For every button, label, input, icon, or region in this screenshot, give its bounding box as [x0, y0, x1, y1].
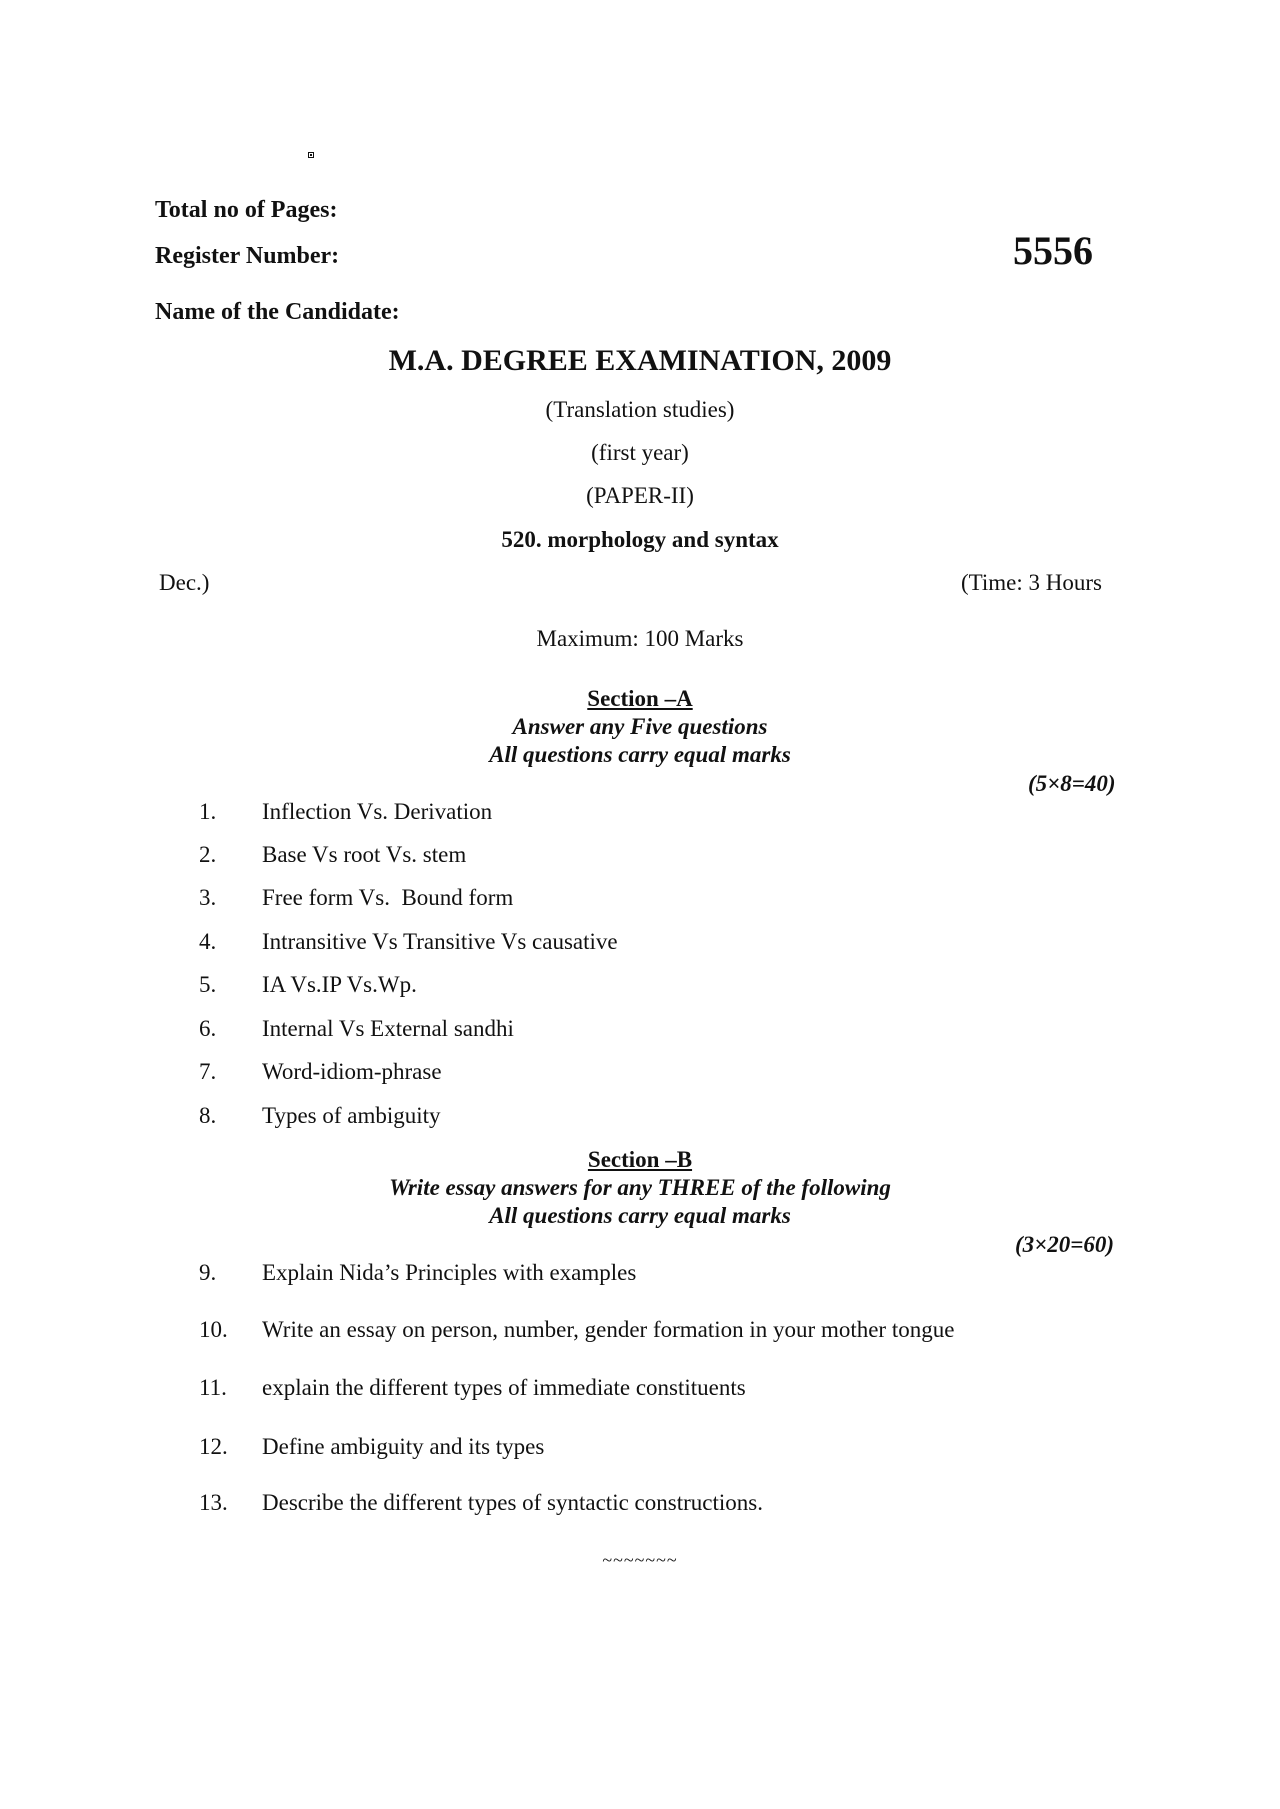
question-number: 8. [199, 1103, 217, 1128]
exam-title: M.A. DEGREE EXAMINATION, 2009 [388, 344, 892, 377]
question-number: 6. [199, 1016, 217, 1041]
paper-code: 5556 [1013, 228, 1093, 273]
question-number: 13. [199, 1490, 228, 1515]
question-number: 12. [199, 1434, 228, 1459]
question-number: 5. [199, 972, 217, 997]
total-pages-label: Total no of Pages: [155, 197, 338, 223]
exam-subject: (Translation studies) [545, 397, 735, 422]
section-b-marks: (3×20=60) [1015, 1232, 1115, 1257]
exam-year: (first year) [591, 440, 689, 465]
question-number: 9. [199, 1260, 217, 1285]
question-text: Explain Nida’s Principles with examples [262, 1260, 637, 1285]
question-text: Types of ambiguity [262, 1103, 441, 1128]
question-text: IA Vs.IP Vs.Wp. [262, 972, 417, 997]
section-b-instruction-1: Write essay answers for any THREE of the following [389, 1175, 891, 1200]
exam-course: 520. morphology and syntax [501, 527, 779, 552]
section-b-heading: Section –B [587, 1147, 693, 1172]
exam-time: (Time: 3 Hours [961, 570, 1102, 595]
register-number-label: Register Number: [155, 243, 340, 269]
question-number: 11. [199, 1375, 227, 1400]
section-a-marks: (5×8=40) [1028, 771, 1116, 796]
question-number: 4. [199, 929, 217, 954]
question-text: Intransitive Vs Transitive Vs causative [262, 929, 618, 954]
max-marks: Maximum: 100 Marks [536, 626, 744, 651]
question-number: 1. [199, 799, 217, 824]
question-number: 3. [199, 885, 217, 910]
question-text: explain the different types of immediate constituents [262, 1375, 746, 1400]
question-text: Word-idiom-phrase [262, 1059, 442, 1084]
question-text: Write an essay on person, number, gender formation in your mother tongue [262, 1317, 955, 1342]
section-a-heading: Section –A [587, 686, 693, 711]
section-b-instruction-2: All questions carry equal marks [489, 1203, 791, 1228]
exam-month: Dec.) [159, 570, 210, 595]
question-number: 2. [199, 842, 217, 867]
question-text: Free form Vs. Bound form [262, 885, 514, 910]
question-text: Describe the different types of syntactic constructions. [262, 1490, 763, 1515]
question-text: Base Vs root Vs. stem [262, 842, 467, 867]
bullet-marker-icon [308, 152, 314, 158]
question-text: Inflection Vs. Derivation [262, 799, 493, 824]
end-of-paper-mark: ~~~~~~~ [602, 1550, 678, 1570]
section-a-instruction-1: Answer any Five questions [512, 714, 768, 739]
exam-paper: (PAPER-II) [586, 483, 694, 508]
candidate-name-label: Name of the Candidate: [155, 299, 400, 325]
section-a-instruction-2: All questions carry equal marks [489, 742, 791, 767]
question-text: Define ambiguity and its types [262, 1434, 545, 1459]
question-text: Internal Vs External sandhi [262, 1016, 514, 1041]
question-number: 7. [199, 1059, 217, 1084]
question-number: 10. [199, 1317, 228, 1342]
